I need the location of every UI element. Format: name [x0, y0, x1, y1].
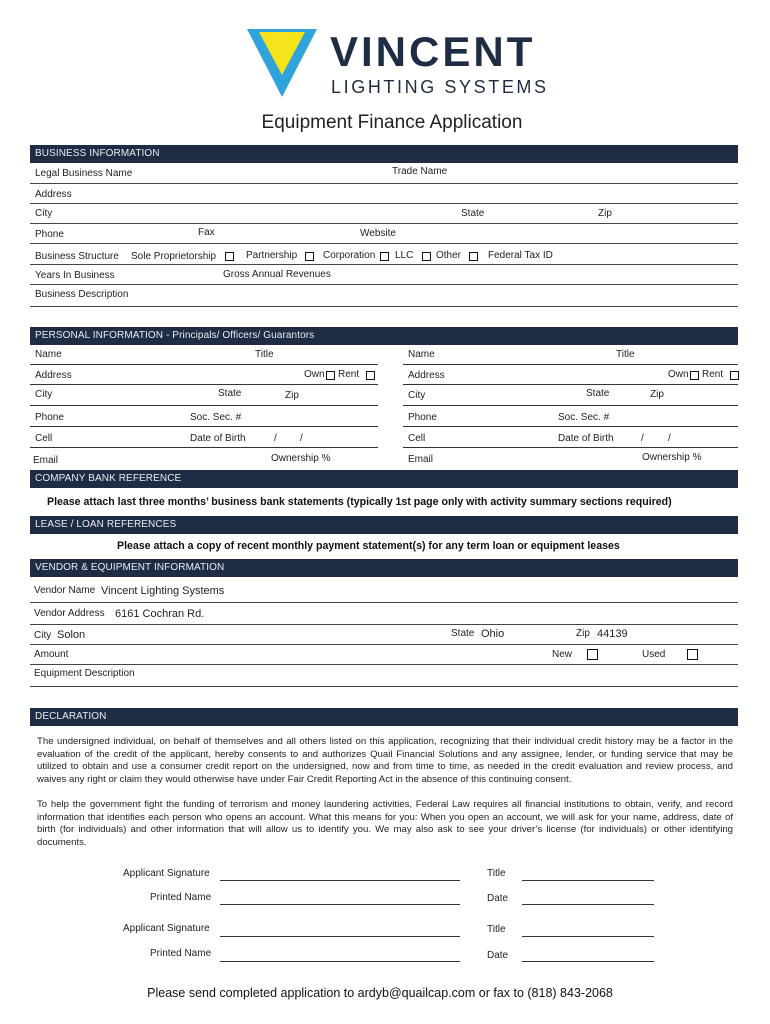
equipment-description-label: Equipment Description	[34, 668, 135, 679]
date-separator: /	[274, 433, 277, 444]
divider	[403, 426, 738, 427]
divider	[30, 426, 378, 427]
date-separator: /	[668, 433, 671, 444]
vendor-state-value[interactable]: Ohio	[481, 628, 505, 640]
applicant-signature-line[interactable]	[220, 936, 460, 937]
vendor-zip-value[interactable]: 44139	[597, 628, 628, 640]
brand-name: VINCENT	[330, 28, 536, 75]
vendor-city-label: City	[34, 630, 52, 641]
vincent-logo-mark	[247, 29, 317, 97]
date-separator: /	[641, 433, 644, 444]
divider	[403, 447, 738, 448]
partnership-label: Partnership	[246, 250, 298, 261]
section-header-declaration: DECLARATION	[30, 708, 738, 726]
bank-statement-note: Please attach last three months’ business bank statements (typically 1st page only with activity summary sections required)	[47, 496, 672, 508]
vendor-address-value[interactable]: 6161 Cochran Rd.	[115, 608, 205, 620]
name-label: Name	[35, 349, 62, 360]
state-label: State	[218, 388, 242, 399]
title-line[interactable]	[522, 936, 654, 937]
legal-business-name-label: Legal Business Name	[35, 168, 133, 179]
title-label: Title	[487, 924, 506, 935]
cell-label: Cell	[35, 433, 53, 444]
lease-statement-note: Please attach a copy of recent monthly payment statement(s) for any term loan or equipment leases	[117, 540, 620, 552]
amount-label: Amount	[34, 649, 69, 660]
rent-checkbox[interactable]	[366, 371, 375, 380]
cell-label: Cell	[408, 433, 426, 444]
address-label: Address	[408, 370, 445, 381]
applicant-signature-line[interactable]	[220, 880, 460, 881]
ssn-label: Soc. Sec. #	[558, 412, 610, 423]
email-label: Email	[33, 455, 59, 466]
divider	[30, 447, 378, 448]
section-header-bank: COMPANY BANK REFERENCE	[30, 470, 738, 488]
section-header-lease: LEASE / LOAN REFERENCES	[30, 516, 738, 534]
ownership-label: Ownership %	[642, 452, 702, 463]
printed-name-line[interactable]	[220, 961, 460, 962]
divider	[30, 284, 738, 285]
corporation-label: Corporation	[323, 250, 376, 261]
llc-label: LLC	[395, 250, 414, 261]
own-checkbox[interactable]	[326, 371, 335, 380]
vendor-name-label: Vendor Name	[34, 585, 96, 596]
federal-tax-id-label: Federal Tax ID	[488, 250, 553, 261]
date-label: Date	[487, 950, 509, 961]
sole-proprietorship-label: Sole Proprietorship	[131, 251, 217, 262]
business-description-label: Business Description	[35, 289, 129, 300]
city-label: City	[35, 389, 53, 400]
trade-name-label: Trade Name	[392, 166, 448, 177]
section-header-personal: PERSONAL INFORMATION - Principals/ Officers/ Guarantors	[30, 327, 738, 345]
city-label: City	[35, 208, 53, 219]
vendor-name-value[interactable]: Vincent Lighting Systems	[101, 585, 225, 597]
own-label: Own	[304, 369, 325, 380]
title-label: Title	[616, 349, 635, 360]
divider	[30, 644, 738, 645]
vendor-state-label: State	[451, 628, 475, 639]
state-label: State	[461, 208, 485, 219]
date-line[interactable]	[522, 904, 654, 905]
declaration-patriot-act: To help the government fight the funding of terrorism and money laundering activities, Federal Law requires all financial institutions to obtain, verify, and record information that identifies each person who opens an account. What this means for you: When you open an account, we will ask for your name, address, date of birth (for individuals) and other information that will allow us to identify you. We may also ask to see your driver’s license (for individuals) or other identifying documents.	[37, 799, 733, 848]
zip-label: Zip	[598, 208, 612, 219]
sole-proprietorship-checkbox[interactable]	[225, 252, 234, 261]
title-label: Title	[255, 349, 274, 360]
title-line[interactable]	[522, 880, 654, 881]
email-label: Email	[408, 454, 434, 465]
applicant-signature-label: Applicant Signature	[123, 923, 210, 934]
website-label: Website	[360, 228, 396, 239]
divider	[30, 306, 738, 307]
footer-contact: Please send completed application to ardyb@quailcap.com or fax to (818) 843-2068	[147, 986, 613, 1000]
divider	[30, 686, 738, 687]
llc-checkbox[interactable]	[422, 252, 431, 261]
date-separator: /	[300, 433, 303, 444]
divider	[30, 203, 738, 204]
name-label: Name	[408, 349, 435, 360]
address-label: Address	[35, 370, 72, 381]
divider	[30, 243, 738, 244]
divider	[30, 384, 378, 385]
divider	[30, 183, 738, 184]
declaration-text: to obtain and use a consumer credit report on the undersigned, now and from time to time, as needed in the credit evaluation and review process, and waives any right or claim they would otherwise have under Fair Credit Reporting Act in the absence of this continuing consent.	[37, 761, 734, 785]
new-checkbox[interactable]	[587, 649, 598, 660]
years-in-business-label: Years In Business	[35, 270, 115, 281]
divider	[30, 364, 378, 365]
printed-name-line[interactable]	[220, 904, 460, 905]
brand-tagline: LIGHTING SYSTEMS	[331, 77, 549, 97]
business-structure-label: Business Structure	[35, 251, 119, 262]
divider	[403, 405, 738, 406]
divider	[30, 264, 738, 265]
declaration-text: The undersigned individual, on behalf of themselves and all others listed on this application, recognizing that their individual credit history may be a factor in the evaluation of the credit of the applicant, hereby consents to and authorizes Quail Financial Solutions and any assignee, lender, or funding service that may be utilized	[37, 736, 733, 772]
ssn-label: Soc. Sec. #	[190, 412, 242, 423]
date-line[interactable]	[522, 961, 654, 962]
used-checkbox[interactable]	[687, 649, 698, 660]
divider	[30, 405, 378, 406]
phone-label: Phone	[408, 412, 437, 423]
divider	[30, 664, 738, 665]
printed-name-label: Printed Name	[150, 892, 212, 903]
section-header-business: BUSINESS INFORMATION	[30, 145, 738, 163]
printed-name-label: Printed Name	[150, 948, 212, 959]
phone-label: Phone	[35, 229, 64, 240]
fax-label: Fax	[198, 227, 215, 238]
rent-label: Rent	[338, 369, 360, 380]
other-checkbox[interactable]	[469, 252, 478, 261]
vendor-zip-label: Zip	[576, 628, 590, 639]
new-label: New	[552, 649, 573, 660]
applicant-signature-label: Applicant Signature	[123, 868, 210, 879]
other-label: Other	[436, 250, 462, 261]
rent-checkbox[interactable]	[730, 371, 739, 380]
city-label: City	[408, 390, 426, 401]
divider	[30, 624, 738, 625]
dob-label: Date of Birth	[190, 433, 246, 444]
corporation-checkbox[interactable]	[380, 252, 389, 261]
phone-label: Phone	[35, 412, 64, 423]
partnership-checkbox[interactable]	[305, 252, 314, 261]
used-label: Used	[642, 649, 666, 660]
zip-label: Zip	[650, 389, 664, 400]
divider	[30, 602, 738, 603]
address-label: Address	[35, 189, 72, 200]
own-checkbox[interactable]	[690, 371, 699, 380]
vendor-address-label: Vendor Address	[34, 608, 105, 619]
divider	[403, 364, 738, 365]
title-label: Title	[487, 868, 506, 879]
dob-label: Date of Birth	[558, 433, 614, 444]
own-label: Own	[668, 369, 689, 380]
zip-label: Zip	[285, 390, 299, 401]
divider	[30, 223, 738, 224]
ownership-label: Ownership %	[271, 453, 331, 464]
vendor-city-value[interactable]: Solon	[57, 629, 86, 641]
date-label: Date	[487, 893, 509, 904]
page-title: Equipment Finance Application	[261, 112, 523, 133]
declaration-credit-consent	[37, 736, 733, 786]
state-label: State	[586, 388, 610, 399]
divider	[403, 384, 738, 385]
rent-label: Rent	[702, 369, 724, 380]
gross-revenues-label: Gross Annual Revenues	[223, 269, 331, 280]
section-header-vendor: VENDOR & EQUIPMENT INFORMATION	[30, 559, 738, 577]
